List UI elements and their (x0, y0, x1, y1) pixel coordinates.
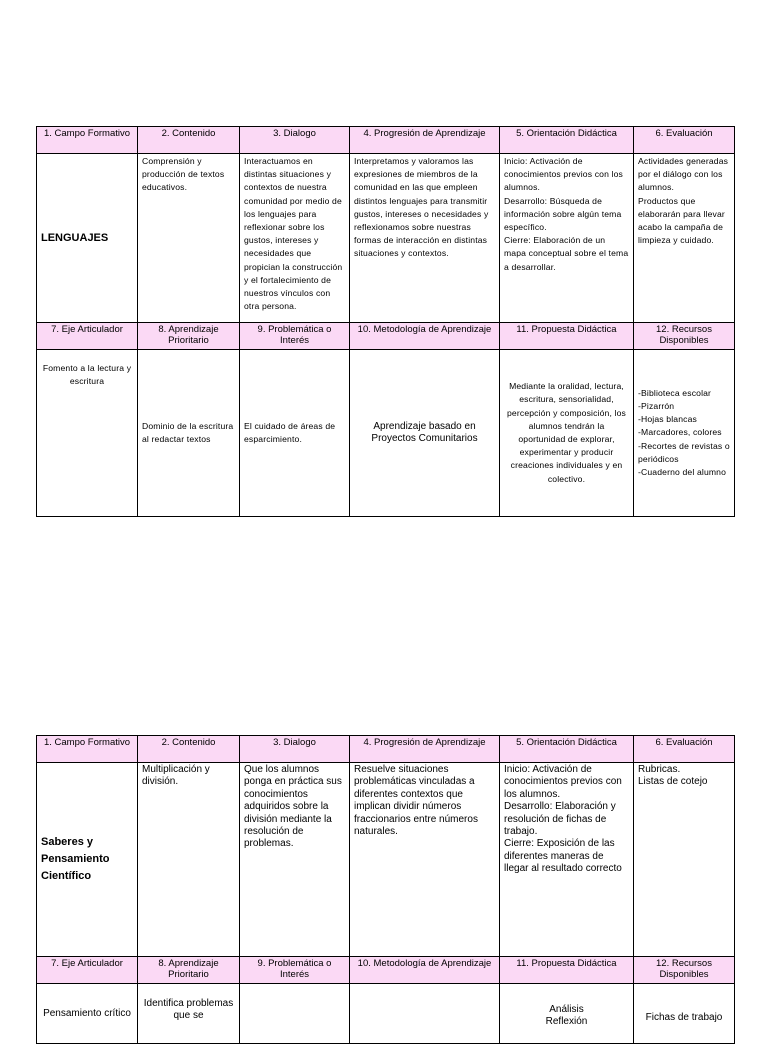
header-campo-formativo: 1. Campo Formativo (37, 127, 138, 154)
problematica-cell (240, 984, 350, 1044)
content-row-top-2 (37, 763, 735, 957)
recursos-cell: Fichas de trabajo (634, 984, 735, 1044)
header-campo-formativo: 1. Campo Formativo (37, 736, 138, 763)
header-contenido: 2. Contenido (138, 736, 240, 763)
header-metodologia: 10. Metodología de Aprendizaje (350, 323, 500, 350)
propuesta-cell: Mediante la oralidad, lectura, escritura, sensorialidad, percepción y composición, los alumnos tendrán la oportunidad de explorar, experimentar y producir creaciones individuales y en colectivo. (500, 350, 634, 517)
evaluacion-cell: Rubricas. Listas de cotejo (634, 763, 735, 957)
content-row-top (37, 154, 735, 323)
problematica-cell: El cuidado de áreas de esparcimiento. (240, 350, 350, 517)
header-recursos: 12. Recursos Disponibles (634, 957, 735, 984)
header-row-top (37, 127, 735, 154)
header-eje-articulador: 7. Eje Articulador (37, 957, 138, 984)
planning-table-saberes (36, 735, 735, 1044)
header-row-bottom-2 (37, 957, 735, 984)
dialogo-cell: Que los alumnos ponga en práctica sus conocimientos adquiridos sobre la división mediante la resolución de problemas. (240, 763, 350, 957)
header-propuesta: 11. Propuesta Didáctica (500, 323, 634, 350)
header-problematica: 9. Problemática o Interés (240, 957, 350, 984)
header-progresion: 4. Progresión de Aprendizaje (350, 127, 500, 154)
aprendizaje-cell: Identifica problemas que se (138, 984, 240, 1044)
propuesta-cell: Análisis Reflexión (500, 984, 634, 1044)
campo-formativo-cell: LENGUAJES (37, 154, 138, 323)
planning-table-lenguajes (36, 126, 735, 517)
aprendizaje-cell: Dominio de la escritura al redactar textos (138, 350, 240, 517)
header-dialogo: 3. Dialogo (240, 127, 350, 154)
header-orientacion: 5. Orientación Didáctica (500, 127, 634, 154)
header-aprendizaje-prioritario: 8. Aprendizaje Prioritario (138, 957, 240, 984)
header-aprendizaje-prioritario: 8. Aprendizaje Prioritario (138, 323, 240, 350)
contenido-cell: Comprensión y producción de textos educativos. (138, 154, 240, 323)
campo-formativo-cell: Saberes y Pensamiento Científico (37, 763, 138, 957)
header-metodologia: 10. Metodología de Aprendizaje (350, 957, 500, 984)
progresion-cell: Interpretamos y valoramos las expresiones de miembros de la comunidad en las que empleen distintos lenguajes para transmitir gustos, intereses o necesidades y reflexionamos sobre nuestras formas de interacción en distintas situaciones y contextos. (350, 154, 500, 323)
header-recursos: 12. Recursos Disponibles (634, 323, 735, 350)
header-problematica: 9. Problemática o Interés (240, 323, 350, 350)
header-evaluacion: 6. Evaluación (634, 736, 735, 763)
header-orientacion: 5. Orientación Didáctica (500, 736, 634, 763)
dialogo-cell: Interactuamos en distintas situaciones y contextos de nuestra comunidad por medio de los lenguajes para reflexionar sobre los gustos, intereses y necesidades que propician la construcción y el fortalecimiento de nuestros vínculos con otra persona. (240, 154, 350, 323)
contenido-cell: Multiplicación y división. (138, 763, 240, 957)
metodologia-cell (350, 984, 500, 1044)
content-row-bottom-2 (37, 984, 735, 1044)
orientacion-cell: Inicio: Activación de conocimientos previos con los alumnos. Desarrollo: Elaboración y resolución de fichas de trabajo. Cierre: Exposición de las diferentes maneras de llegar al resultado correcto (500, 763, 634, 957)
evaluacion-cell: Actividades generadas por el diálogo con los alumnos. Productos que elaborarán para llevar acabo la campaña de limpieza y cuidado. (634, 154, 735, 323)
header-evaluacion: 6. Evaluación (634, 127, 735, 154)
eje-articulador-cell: Fomento a la lectura y escritura (37, 350, 138, 517)
recursos-cell: -Biblioteca escolar -Pizarrón -Hojas blancas -Marcadores, colores -Recortes de revistas o periódicos -Cuaderno del alumno (634, 350, 735, 517)
eje-articulador-cell: Pensamiento crítico (37, 984, 138, 1044)
content-row-bottom (37, 350, 735, 517)
metodologia-cell: Aprendizaje basado en Proyectos Comunitarios (350, 350, 500, 517)
header-dialogo: 3. Dialogo (240, 736, 350, 763)
orientacion-cell: Inicio: Activación de conocimientos previos con los alumnos. Desarrollo: Búsqueda de información sobre algún tema específico. Cierre: Elaboración de un mapa conceptual sobre el tema a desarrollar. (500, 154, 634, 323)
header-row-top-2 (37, 736, 735, 763)
header-eje-articulador: 7. Eje Articulador (37, 323, 138, 350)
header-row-bottom (37, 323, 735, 350)
header-progresion: 4. Progresión de Aprendizaje (350, 736, 500, 763)
progresion-cell: Resuelve situaciones problemáticas vinculadas a diferentes contextos que implican dividir números fraccionarios entre números naturales. (350, 763, 500, 957)
header-contenido: 2. Contenido (138, 127, 240, 154)
header-propuesta: 11. Propuesta Didáctica (500, 957, 634, 984)
